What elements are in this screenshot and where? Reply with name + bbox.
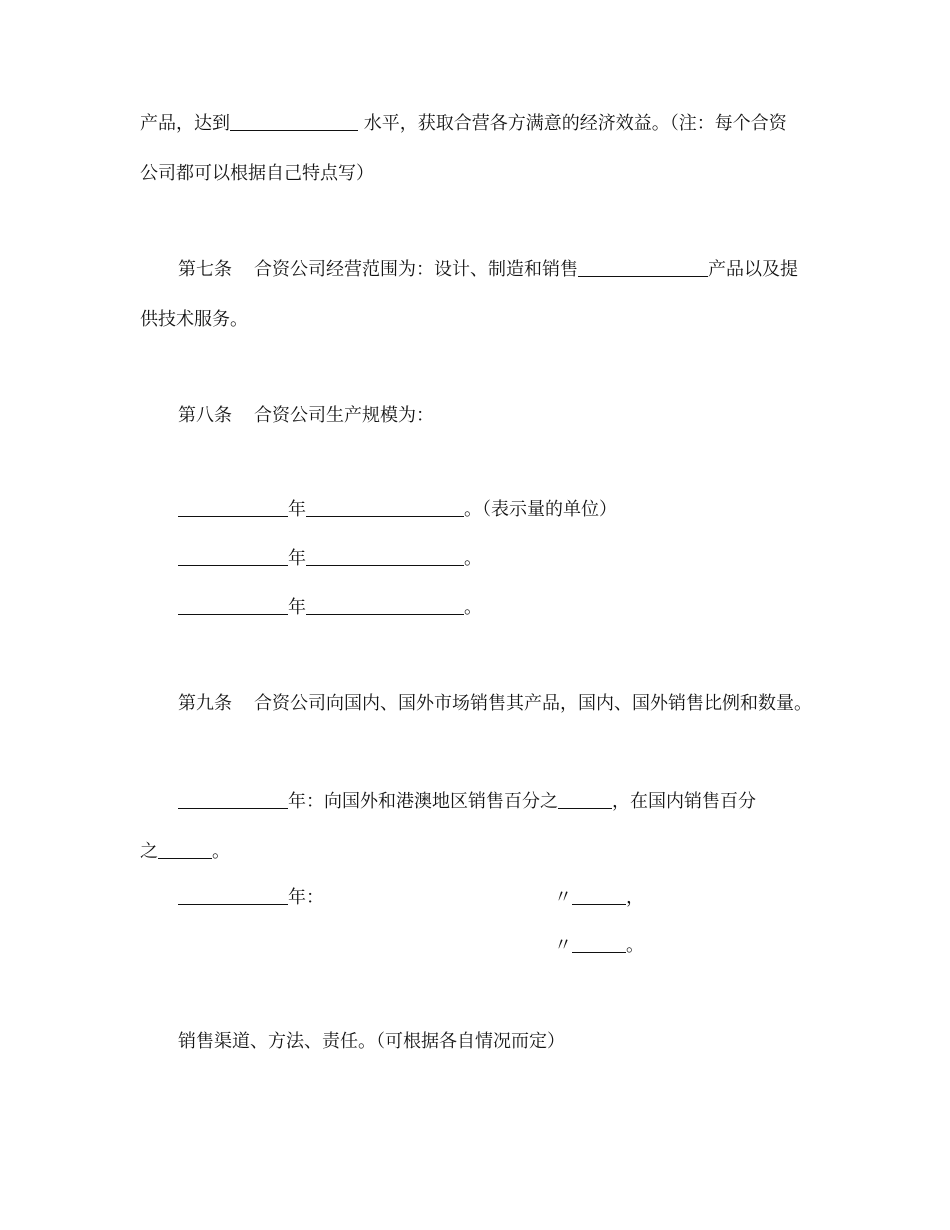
text: 年 — [288, 597, 306, 618]
text: 年 — [288, 548, 306, 569]
text: 产品以及提 — [708, 259, 798, 280]
article-label: 第七条 — [178, 259, 232, 280]
text: 。 — [464, 499, 482, 520]
sales-row-2-domestic — [554, 934, 644, 958]
text: 产品，达到 — [140, 113, 230, 134]
text: 。 — [464, 548, 482, 569]
blank-year[interactable] — [178, 547, 288, 566]
blank-product[interactable] — [578, 258, 708, 277]
blank-quantity[interactable] — [306, 596, 464, 615]
ditto-mark: 〃 — [554, 935, 572, 956]
text: 销售渠道、方法、责任。（可根据各自情况而定） — [178, 1031, 565, 1052]
blank-year[interactable] — [178, 596, 288, 615]
article-8 — [178, 404, 434, 428]
sales-row-2-export — [554, 886, 644, 910]
article-label: 第九条 — [178, 693, 232, 714]
blank-level[interactable] — [230, 112, 358, 131]
blank-year[interactable] — [178, 790, 288, 809]
text: ， — [626, 887, 644, 908]
article-label: 第八条 — [178, 405, 232, 426]
para-art6-line1 — [140, 112, 787, 136]
sales-channels — [178, 1030, 565, 1054]
text: 合资公司经营范围为：设计、制造和销售 — [254, 259, 578, 280]
sales-row-1 — [178, 790, 756, 814]
blank-year[interactable] — [178, 886, 288, 905]
blank-export-percent[interactable] — [572, 886, 626, 905]
blank-export-percent[interactable] — [558, 790, 612, 809]
text: 。 — [212, 841, 230, 862]
blank-quantity[interactable] — [306, 498, 464, 517]
blank-year[interactable] — [178, 498, 288, 517]
text: 合资公司生产规模为： — [254, 405, 434, 426]
text: 水平，获取合营各方满意的经济效益。（注：每个合资 — [358, 113, 787, 134]
text: 供技术服务。 — [140, 309, 248, 330]
scale-row-1 — [178, 498, 617, 522]
text: 年： — [288, 887, 324, 908]
text: 。 — [626, 935, 644, 956]
scale-row-2 — [178, 547, 482, 571]
blank-domestic-percent[interactable] — [158, 840, 212, 859]
para-art6-line2 — [140, 162, 374, 186]
sales-row-2 — [178, 886, 324, 910]
text: 年：向国外和港澳地区销售百分之 — [288, 791, 558, 812]
text: 之 — [140, 841, 158, 862]
blank-domestic-percent[interactable] — [572, 934, 626, 953]
text: ，在国内销售百分 — [612, 791, 756, 812]
ditto-mark: 〃 — [554, 887, 572, 908]
text: 年 — [288, 499, 306, 520]
scale-row-3 — [178, 596, 482, 620]
text: 公司都可以根据自己特点写） — [140, 163, 374, 184]
sales-row-1-cont — [140, 840, 230, 864]
article-7-line1 — [178, 258, 798, 282]
article-9 — [178, 692, 812, 716]
article-7-line2 — [140, 308, 248, 332]
text: 合资公司向国内、国外市场销售其产品，国内、国外销售比例和数量。 — [254, 693, 812, 714]
text: 。 — [464, 597, 482, 618]
text: （表示量的单位） — [482, 499, 617, 520]
blank-quantity[interactable] — [306, 547, 464, 566]
